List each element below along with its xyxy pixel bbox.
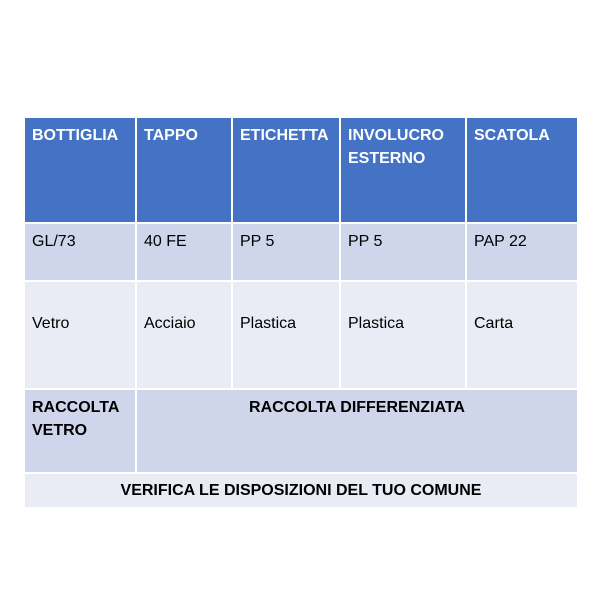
header-cell-etichetta: ETICHETTA <box>232 117 340 223</box>
header-cell-bottiglia: BOTTIGLIA <box>24 117 136 223</box>
collection-sorted-cell: RACCOLTA DIFFERENZIATA <box>136 389 578 473</box>
collection-glass-cell: RACCOLTA VETRO <box>24 389 136 473</box>
material-cell: Vetro <box>24 281 136 389</box>
header-cell-tappo: TAPPO <box>136 117 232 223</box>
recycling-table-container <box>23 116 577 509</box>
header-cell-involucro: INVOLUCRO ESTERNO <box>340 117 466 223</box>
code-cell: PP 5 <box>340 223 466 281</box>
materials-row <box>24 281 578 389</box>
material-cell: Acciaio <box>136 281 232 389</box>
collection-row <box>24 389 578 473</box>
material-cell: Carta <box>466 281 578 389</box>
code-cell: PAP 22 <box>466 223 578 281</box>
recycling-table <box>23 116 579 509</box>
code-cell: PP 5 <box>232 223 340 281</box>
code-cell: 40 FE <box>136 223 232 281</box>
header-cell-scatola: SCATOLA <box>466 117 578 223</box>
material-cell: Plastica <box>232 281 340 389</box>
footer-note-cell: VERIFICA LE DISPOSIZIONI DEL TUO COMUNE <box>24 473 578 508</box>
material-cell: Plastica <box>340 281 466 389</box>
code-cell: GL/73 <box>24 223 136 281</box>
codes-row <box>24 223 578 281</box>
header-row <box>24 117 578 223</box>
footer-row <box>24 473 578 508</box>
